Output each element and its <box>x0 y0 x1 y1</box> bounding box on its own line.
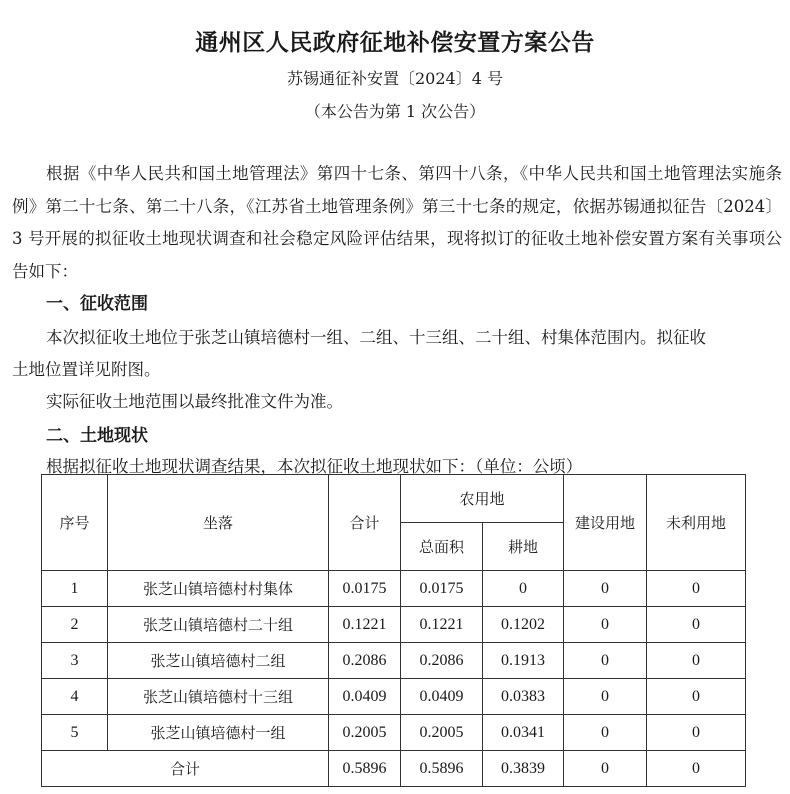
section-1-text-2: 实际征收土地范围以最终批准文件为准。 <box>46 392 343 411</box>
header-cultivated: 耕地 <box>483 523 564 571</box>
row-construction: 0 <box>564 715 647 751</box>
table-header-row <box>42 475 746 523</box>
row-index: 4 <box>42 679 108 715</box>
intro-paragraph: 根据《中华人民共和国土地管理法》第四十七条、第四十八条，《中华人民共和国土地管理法实施条例》第二十七条、第二十八条，《江苏省土地管理条例》第三十七条的规定，依据苏锡通拟征告〔2024〕3 号开展的拟征收土地现状调查和社会稳定风险评估结果，现将拟订的征收土地补偿安置方案有关事项公告如下： <box>12 164 782 281</box>
header-index: 序号 <box>42 475 108 571</box>
row-total: 0.2005 <box>329 715 401 751</box>
table-row <box>42 571 746 607</box>
row-total: 0.0175 <box>329 571 401 607</box>
summary-label: 合计 <box>42 751 329 787</box>
row-construction: 0 <box>564 643 647 679</box>
table-summary-row <box>42 751 746 787</box>
row-agri-total: 0.0409 <box>401 679 483 715</box>
summary-unused: 0 <box>647 751 746 787</box>
row-index: 3 <box>42 643 108 679</box>
row-location: 张芝山镇培德村十三组 <box>108 679 329 715</box>
summary-total: 0.5896 <box>329 751 401 787</box>
row-agri-total: 0.2086 <box>401 643 483 679</box>
section-2-text: 根据拟征收土地现状调查结果，本次拟征收土地现状如下：（单位：公顷） <box>46 457 583 476</box>
document-title: 通州区人民政府征地补偿安置方案公告 <box>195 30 595 56</box>
row-construction: 0 <box>564 607 647 643</box>
row-cultivated: 0 <box>483 571 564 607</box>
table-row <box>42 715 746 751</box>
header-agricultural: 农用地 <box>401 475 564 523</box>
summary-cultivated: 0.3839 <box>483 751 564 787</box>
row-index: 1 <box>42 571 108 607</box>
header-location: 坐落 <box>108 475 329 571</box>
row-location: 张芝山镇培德村一组 <box>108 715 329 751</box>
row-location: 张芝山镇培德村二十组 <box>108 607 329 643</box>
row-index: 5 <box>42 715 108 751</box>
section-1-text-line-2: 土地位置详见附图。 <box>12 360 161 379</box>
document-number: 苏锡通征补安置〔2024〕4 号 <box>287 69 503 88</box>
row-cultivated: 0.1913 <box>483 643 564 679</box>
row-unused: 0 <box>647 607 746 643</box>
row-location: 张芝山镇培德村村集体 <box>108 571 329 607</box>
row-cultivated: 0.0383 <box>483 679 564 715</box>
header-construction: 建设用地 <box>564 475 647 571</box>
row-location: 张芝山镇培德村二组 <box>108 643 329 679</box>
table-row <box>42 607 746 643</box>
header-unused: 未利用地 <box>647 475 746 571</box>
row-cultivated: 0.0341 <box>483 715 564 751</box>
row-construction: 0 <box>564 571 647 607</box>
announcement-note: （本公告为第 1 次公告） <box>304 102 486 121</box>
header-total: 合计 <box>329 475 401 571</box>
section-2-heading: 二、土地现状 <box>46 426 148 446</box>
row-construction: 0 <box>564 679 647 715</box>
row-unused: 0 <box>647 643 746 679</box>
summary-agri-total: 0.5896 <box>401 751 483 787</box>
row-total: 0.0409 <box>329 679 401 715</box>
table-row <box>42 679 746 715</box>
row-agri-total: 0.2005 <box>401 715 483 751</box>
row-unused: 0 <box>647 679 746 715</box>
section-1-heading: 一、征收范围 <box>46 294 148 314</box>
row-unused: 0 <box>647 571 746 607</box>
row-agri-total: 0.1221 <box>401 607 483 643</box>
row-total: 0.2086 <box>329 643 401 679</box>
row-index: 2 <box>42 607 108 643</box>
row-agri-total: 0.0175 <box>401 571 483 607</box>
table-row <box>42 643 746 679</box>
land-status-table <box>41 474 746 787</box>
summary-construction: 0 <box>564 751 647 787</box>
row-unused: 0 <box>647 715 746 751</box>
row-cultivated: 0.1202 <box>483 607 564 643</box>
header-agri-total: 总面积 <box>401 523 483 571</box>
section-1-text-line-1: 本次拟征收土地位于张芝山镇培德村一组、二组、十三组、二十组、村集体范围内。拟征收 <box>46 328 706 347</box>
row-total: 0.1221 <box>329 607 401 643</box>
